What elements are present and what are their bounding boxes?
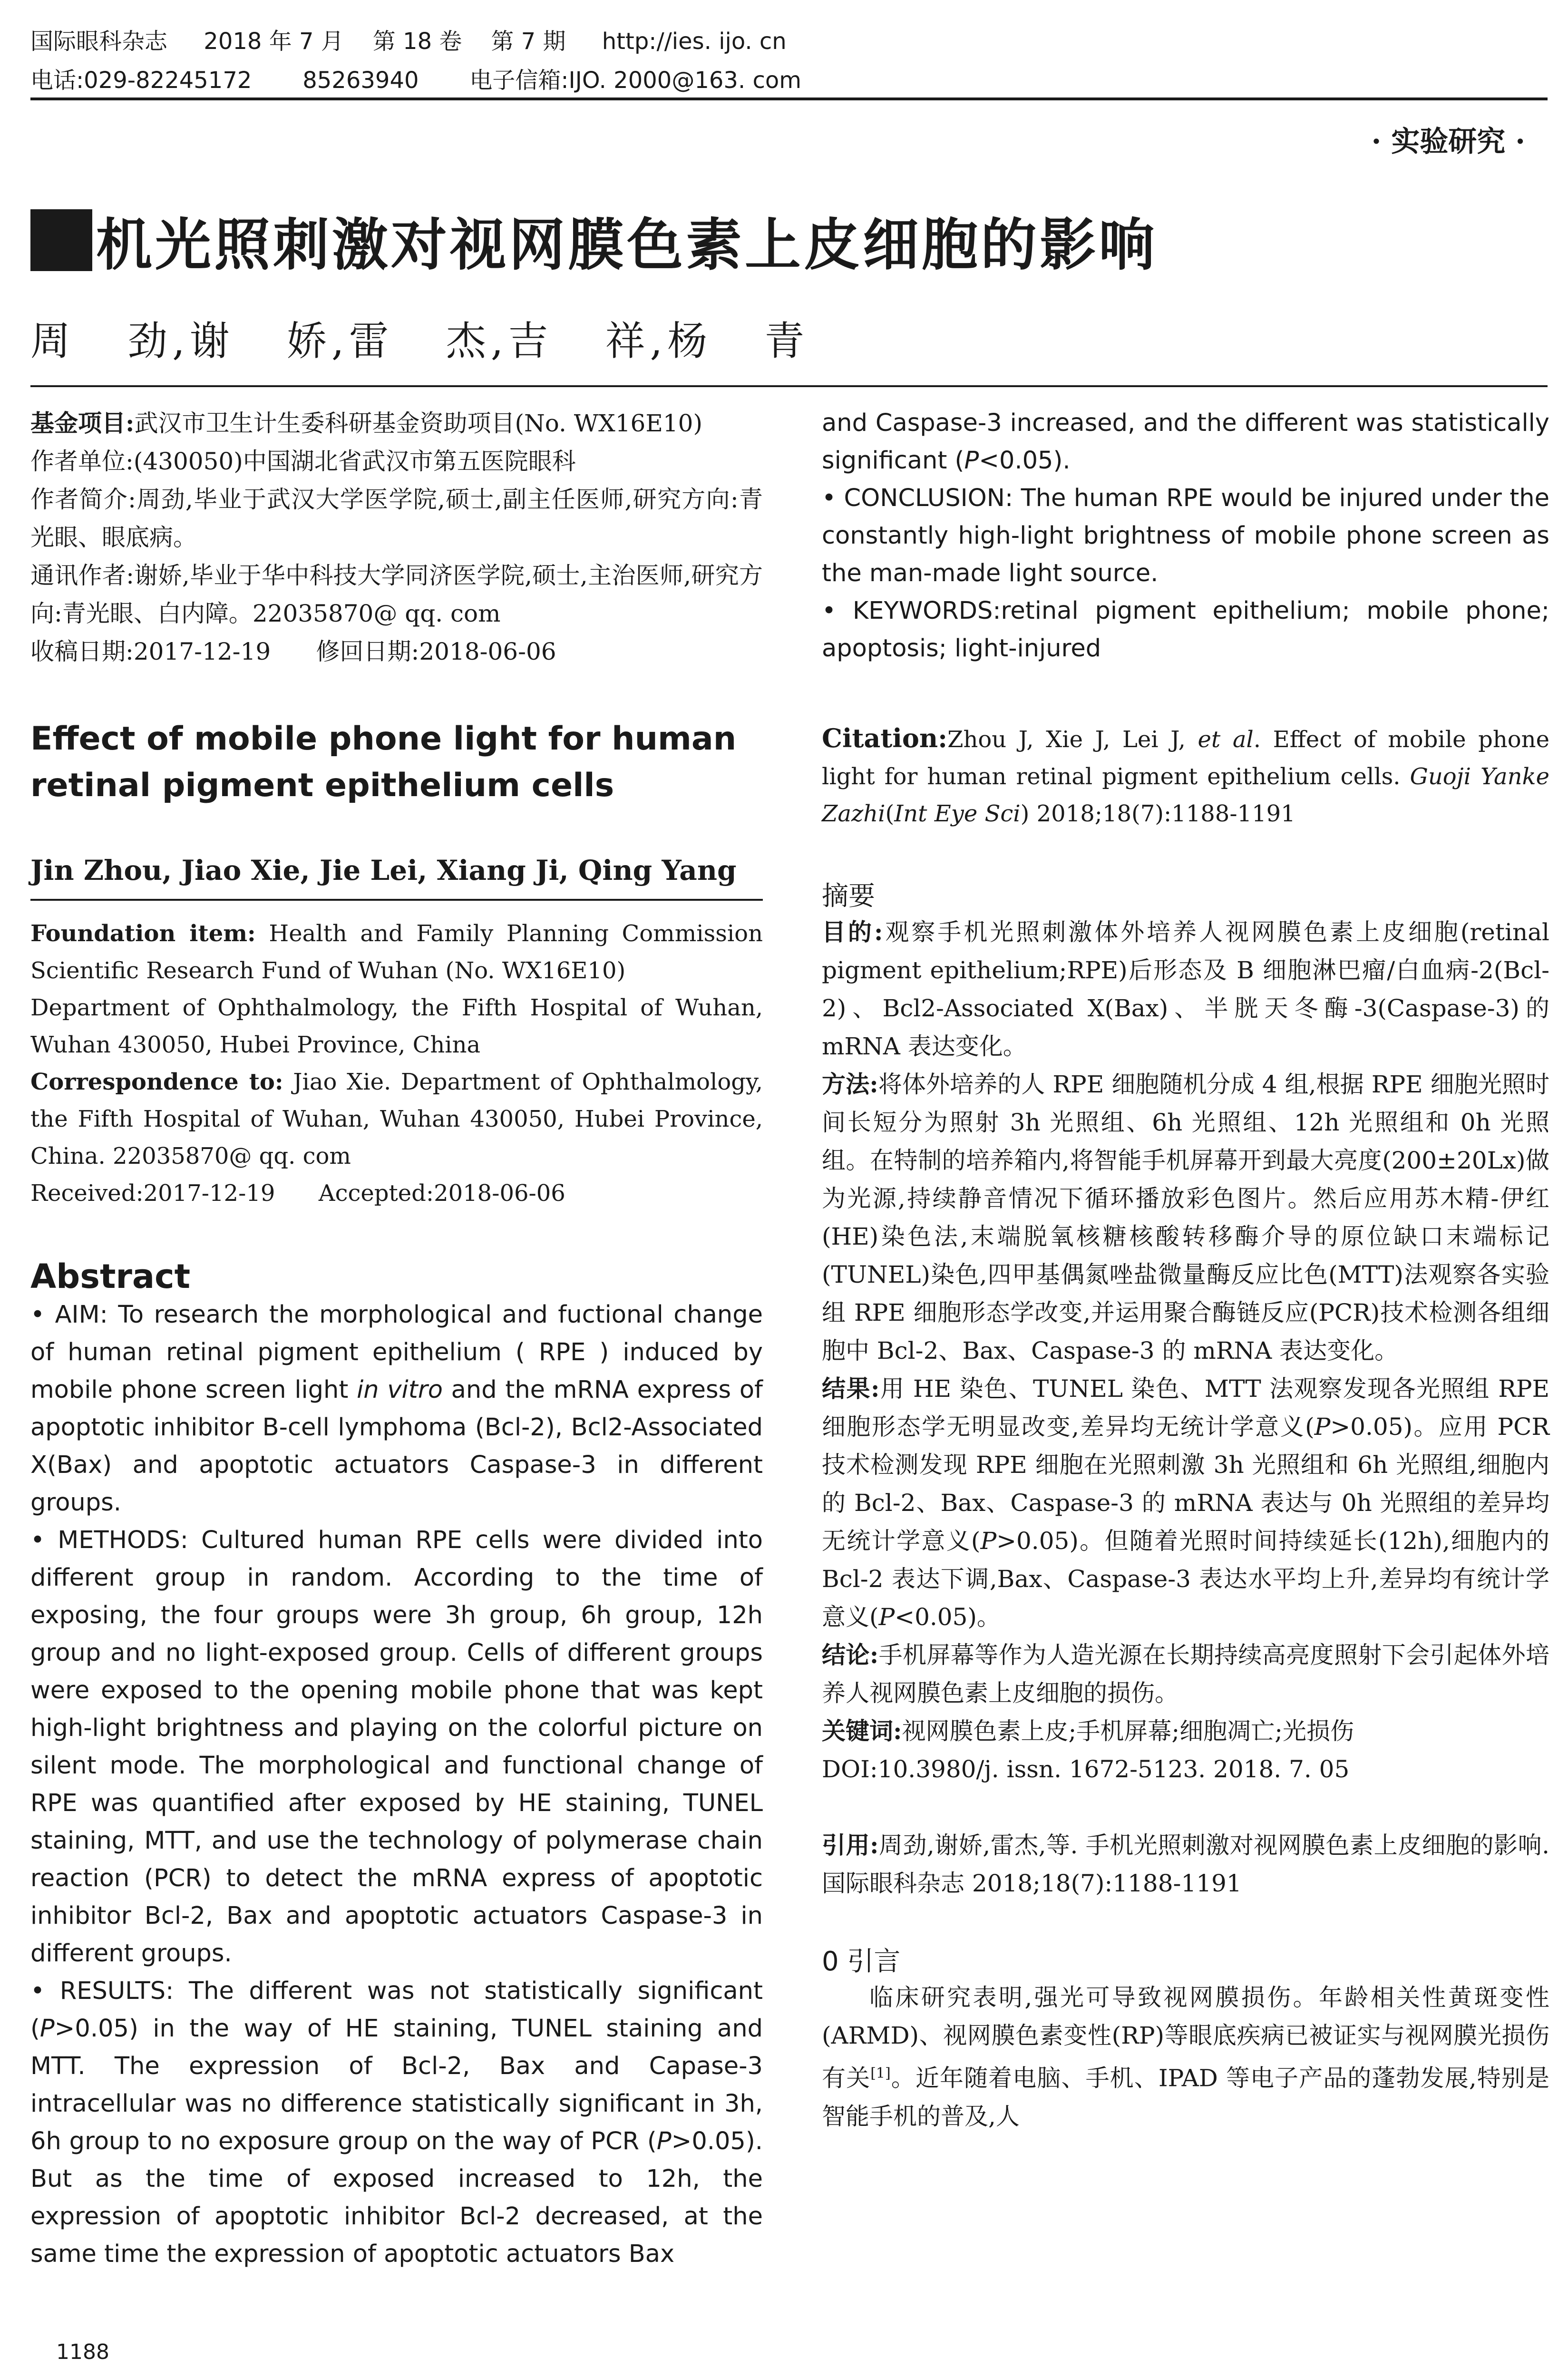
abstract-keywords: • KEYWORDS:retinal pigment epithelium; mobile phone; apoptosis; light-injured <box>822 597 1549 662</box>
abstract-conclusion: • CONCLUSION: The human RPE would be injured under the constantly high-light brightness of mobile phone screen as the man-made light source. <box>822 484 1549 587</box>
abstract-heading: Abstract <box>30 1257 191 1296</box>
abstract-cn-heading: 摘要 <box>822 881 875 912</box>
title-rule <box>30 385 1548 387</box>
abstract-cn-methods: 方法:将体外培养的人 RPE 细胞随机分成 4 组,根据 RPE 细胞光照时间长短分为照射 3h 光照组、6h 光照组、12h 光照组和 0h 光照组。在特制的培养箱内,将智能手机屏幕开到最大亮度(200±20Lx)做为光源,持续静音情况下循环播放彩色图片。然后应用苏木精-伊红(HE)染色法,末端脱氧核糖核酸转移酶介导的原位缺口末端标记(TUNEL)染色,四甲基偶氮唑盐微量酶反应比色(MTT)法观察各实验组 RPE 细胞形态学改变,并运用聚合酶链反应(PCR)技术检测各组细胞中 Bcl-2、Bax、Caspase-3 的 mRNA 表达变化。 <box>822 1070 1549 1364</box>
page-number: 1188 <box>56 2340 109 2364</box>
keywords-cn: 关键词:视网膜色素上皮;手机屏幕;细胞凋亡;光损伤 <box>822 1717 1354 1745</box>
correspondence-cn: 通讯作者:谢娇,毕业于华中科技大学同济医学院,硕士,主治医师,研究方向:青光眼、白内障。22035870@ qq. com <box>30 562 763 627</box>
foundation-cn: 基金项目:武汉市卫生计生委科研基金资助项目(No. WX16E10) <box>30 409 702 437</box>
abstract-cn-conclusion: 结论:手机屏幕等作为人造光源在长期持续高亮度照射下会引起体外培养人视网膜色素上皮细胞的损伤。 <box>822 1641 1549 1707</box>
foundation-en: Foundation item: Health and Family Planning Commission Scientific Research Fund of Wuhan (No. WX16E10) <box>30 920 763 984</box>
journal-header-line2: 电话:029-82245172 85263940 电子信箱:IJO. 2000@163. com <box>30 67 801 94</box>
title-text: 机光照刺激对视网膜色素上皮细胞的影响 <box>96 212 1158 278</box>
journal-header-line1: 国际眼科杂志 2018 年 7 月 第 18 卷 第 7 期 http://ies. ijo. cn <box>30 28 787 55</box>
citation-cn: 引用:周劲,谢娇,雷杰,等. 手机光照刺激对视网膜色素上皮细胞的影响. 国际眼科杂志 2018;18(7):1188-1191 <box>822 1831 1549 1897</box>
english-authors: Jin Zhou, Jiao Xie, Jie Lei, Xiang Ji, Qing Yang <box>30 854 737 887</box>
article-title <box>30 200 1158 281</box>
section-tag: · 实验研究 · <box>1371 125 1525 158</box>
correspondence-en: Correspondence to: Jiao Xie. Department of Ophthalmology, the Fifth Hospital of Wuhan, Wuhan 430050, Hubei Province, China. 22035870@ qq. com <box>30 1069 763 1169</box>
authors-cn: 周 劲,谢 娇,雷 杰,吉 祥,杨 青 <box>30 318 809 364</box>
department-en: Department of Ophthalmology, the Fifth Hospital of Wuhan, Wuhan 430050, Hubei Province, China <box>30 994 763 1058</box>
abstract-cn-objective: 目的:观察手机光照刺激体外培养人视网膜色素上皮细胞(retinal pigment epithelium;RPE)后形态及 B 细胞淋巴瘤/白血病-2(Bcl-2)、Bcl2-Associated X(Bax)、半胱天冬酶-3(Caspase-3)的 mRNA 表达变化。 <box>822 918 1549 1060</box>
right-column <box>822 404 1549 2135</box>
header-rule <box>30 97 1548 100</box>
intro-paragraph: 临床研究表明,强光可导致视网膜损伤。年龄相关性黄斑变性(ARMD)、视网膜色素变性(RP)等眼底疾病已被证实与视网膜光损伤有关[1]。近年随着电脑、手机、IPAD 等电子产品的蓬勃发展,特别是智能手机的普及,人 <box>822 1984 1549 2130</box>
abstract-results: • RESULTS: The different was not statistically significant (P>0.05) in the way of HE staining, TUNEL staining and MTT. The expression of Bcl-2, Bax and Capase-3 intracellular was no difference statistically significant in 3h, 6h group to no exposure group on the way of PCR (P>0.05). But as the time of exposed increased to 12h, the expression of apoptotic inhibitor Bcl-2 decreased, at the same time the expression of apoptotic actuators Bax <box>30 1977 763 2268</box>
abstract-aim: • AIM: To research the morphological and fuctional change of human retinal pigment epithelium ( RPE ) induced by mobile phone screen light in vitro and the mRNA express of apoptotic inhibitor B-cell lymphoma (Bcl-2), Bcl2-Associated X(Bax) and apoptotic actuators Caspase-3 in different groups. <box>30 1301 763 1517</box>
abstract-cn-results: 结果:用 HE 染色、TUNEL 染色、MTT 法观察发现各光照组 RPE 细胞形态学无明显改变,差异均无统计学意义(P>0.05)。应用 PCR 技术检测发现 RPE 细胞在光照刺激 3h 光照组和 6h 光照组,细胞内的 Bcl-2、Bax、Caspase-3 的 mRNA 表达与 0h 光照组的差异均无统计学意义(P>0.05)。但随着光照时间持续延长(12h),细胞内的 Bcl-2 表达下调,Bax、Caspase-3 表达水平均上升,差异均有统计学意义(P<0.05)。 <box>822 1374 1550 1631</box>
intro-heading: 0 引言 <box>822 1946 901 1977</box>
title-badge: 手 <box>30 209 92 271</box>
abstract-results-cont: and Caspase-3 increased, and the different was statistically significant (P<0.05). <box>822 409 1549 475</box>
english-title: Effect of mobile phone light for human retinal pigment epithelium cells <box>30 720 737 804</box>
dates-cn: 收稿日期:2017-12-19 修回日期:2018-06-06 <box>30 638 556 665</box>
unit-cn: 作者单位:(430050)中国湖北省武汉市第五医院眼科 <box>30 448 576 475</box>
left-column <box>30 404 763 2273</box>
bio-cn: 作者简介:周劲,毕业于武汉大学医学院,硕士,副主任医师,研究方向:青光眼、眼底病。 <box>30 486 763 551</box>
citation-en: Citation:Zhou J, Xie J, Lei J, et al. Effect of mobile phone light for human retinal pigment epithelium cells. Guoji Yanke Zazhi(Int Eye Sci) 2018;18(7):1188-1191 <box>822 723 1549 827</box>
received-en: Received:2017-12-19 Accepted:2018-06-06 <box>30 1180 565 1207</box>
doi: DOI:10.3980/j. issn. 1672-5123. 2018. 7. 05 <box>822 1755 1350 1783</box>
abstract-methods: • METHODS: Cultured human RPE cells were divided into different group in random. According to the time of exposing, the four groups were 3h group, 6h group, 12h group and no light-exposed group. Cells of different groups were exposed to the opening mobile phone that was kept high-light brightness and playing on the colorful picture on silent mode. The morphological and functional change of RPE was quantified after exposed by HE staining, TUNEL staining, MTT, and use the technology of polymerase chain reaction (PCR) to detect the mRNA express of apoptotic inhibitor Bcl-2, Bax and apoptotic actuators Caspase-3 in different groups. <box>30 1526 763 1968</box>
